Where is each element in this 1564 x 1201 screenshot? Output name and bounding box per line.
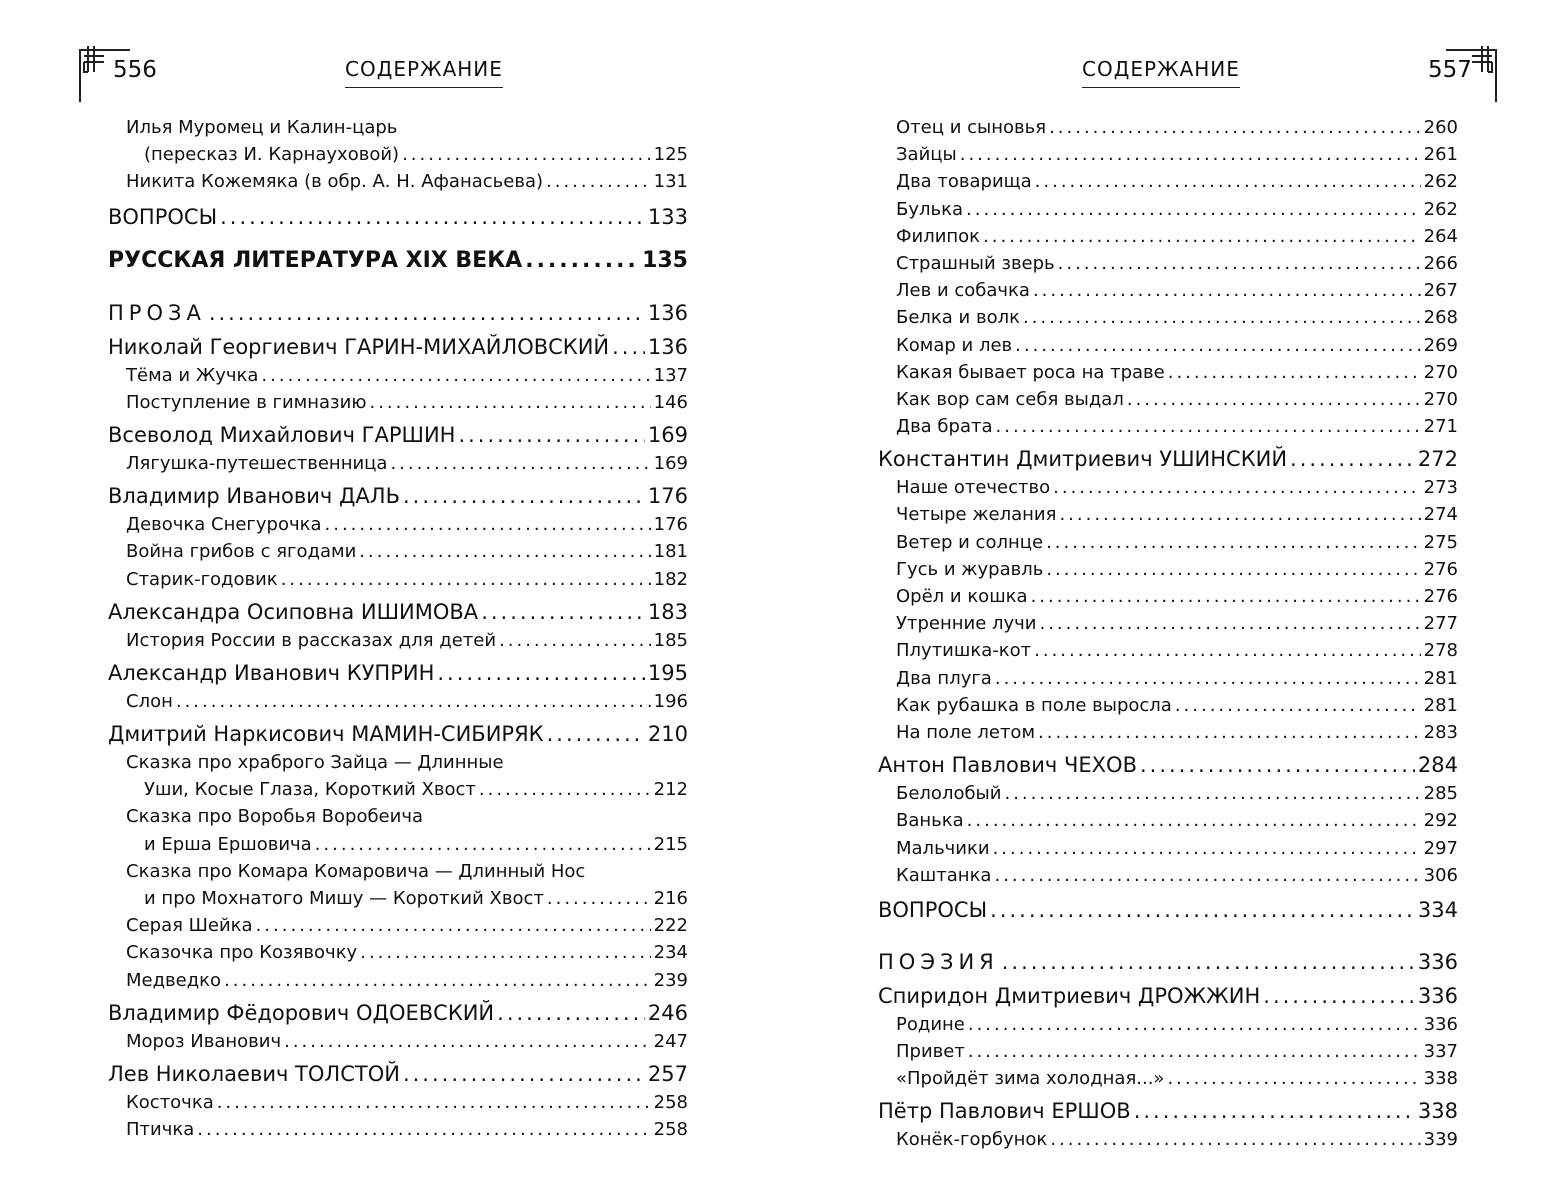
dot-leader	[995, 665, 1421, 692]
dot-leader	[481, 597, 645, 627]
toc-entry-work[interactable]	[878, 413, 1458, 440]
toc-entry-title: Никита Кожемяка (в обр. А. Н. Афанасьева)	[126, 171, 543, 193]
dot-leader	[284, 1028, 651, 1055]
toc-page-number: 181	[653, 541, 688, 563]
toc-entry-work[interactable]	[108, 511, 688, 538]
toc-entry-title: Два товарища	[896, 171, 1032, 193]
toc-entry-work[interactable]	[878, 583, 1458, 610]
toc-page-number: 258	[653, 1119, 688, 1141]
toc-entry-title: Комар и лев	[896, 334, 1013, 356]
dot-leader	[497, 998, 645, 1028]
toc-page-number: 222	[653, 915, 688, 937]
toc-entry-title: Спиридон Дмитриевич ДРОЖЖИН	[878, 983, 1261, 1008]
toc-page-number: 269	[1423, 334, 1458, 356]
toc-entry-title: Всеволод Михайлович ГАРШИН	[108, 422, 456, 447]
toc-page-number: 339	[1423, 1129, 1458, 1151]
toc-page-number: 216	[653, 888, 688, 909]
toc-entry-title: Дмитрий Наркисович МАМИН-СИБИРЯК	[108, 722, 544, 747]
toc-entry-title: Мороз Иванович	[126, 1030, 282, 1052]
toc-entry-continuation[interactable]	[108, 885, 688, 912]
dot-leader	[1046, 529, 1421, 556]
toc-entry-section-spaced[interactable]	[878, 947, 1458, 977]
toc-entry-title: ВОПРОСЫ	[108, 204, 218, 229]
toc-entry-continuation[interactable]	[108, 141, 688, 168]
toc-entry-title: Два плуга	[896, 667, 992, 689]
toc-page-number: 281	[1423, 667, 1458, 689]
toc-entry-author[interactable]	[878, 1096, 1458, 1126]
toc-entry-section[interactable]	[878, 895, 1458, 925]
toc-entry-title: Ветер и солнце	[896, 531, 1044, 553]
toc-page-number: 334	[1417, 897, 1458, 922]
dot-leader	[1004, 780, 1420, 807]
dot-leader	[176, 688, 651, 715]
toc-entry-title: Мальчики	[896, 837, 990, 859]
toc-entry-work[interactable]	[878, 1126, 1458, 1153]
toc-entry-title: Косточка	[126, 1091, 214, 1113]
toc-entry-title: Птичка	[126, 1119, 195, 1141]
toc-entry-title: Как вор сам себя выдал	[896, 388, 1124, 410]
toc-entry-title: Александр Иванович КУПРИН	[108, 660, 435, 685]
dot-leader	[1059, 501, 1420, 528]
toc-page-number: 274	[1423, 504, 1458, 526]
toc-entry-author[interactable]	[108, 719, 688, 749]
toc-entry-author[interactable]	[108, 658, 688, 688]
page-number-right: 557	[1428, 57, 1472, 83]
toc-entry-title-line1[interactable]: Илья Муромец и Калин-царь	[126, 117, 398, 138]
toc-page-number: 297	[1423, 837, 1458, 859]
toc-entry-continuation[interactable]	[108, 776, 688, 803]
toc-entry-title: Утренние лучи	[896, 613, 1037, 635]
dot-leader	[261, 362, 650, 389]
dot-leader	[499, 627, 651, 654]
toc-entry-work[interactable]	[878, 474, 1458, 501]
dot-leader	[968, 1038, 1421, 1065]
toc-entry-title-line1[interactable]: Сказка про Комара Комаровича — Длинный Нос	[126, 860, 586, 882]
toc-entry-work[interactable]	[878, 1065, 1458, 1092]
toc-page-number: 258	[653, 1091, 688, 1113]
toc-entry-title: Война грибов с ягодами	[126, 541, 357, 563]
toc-entry-title: Четыре желания	[896, 504, 1057, 526]
toc-entry-work[interactable]	[878, 719, 1458, 746]
toc-entry-title: Зайцы	[896, 144, 957, 166]
toc-page-number: 210	[647, 722, 688, 747]
toc-entry-work[interactable]	[108, 168, 688, 195]
toc-page-number: 182	[653, 568, 688, 590]
toc-entry-title: «Пройдёт зима холодная...»	[896, 1068, 1165, 1090]
dot-leader	[369, 389, 650, 416]
dot-leader	[1033, 277, 1421, 304]
dot-leader	[360, 939, 650, 966]
toc-entry-title: Сказочка про Козявочку	[126, 942, 358, 964]
dot-leader	[1050, 1126, 1420, 1153]
toc-entry-title: Белка и волк	[896, 307, 1020, 329]
toc-entry-title: Слон	[126, 690, 173, 712]
dot-leader	[479, 776, 651, 803]
toc-entry-work[interactable]	[108, 538, 688, 565]
toc-entry-title: ПРОЗА	[108, 300, 206, 325]
toc-entry-work[interactable]	[878, 332, 1458, 359]
toc-page-number: 285	[1423, 783, 1458, 805]
toc-page-number: 336	[1417, 983, 1458, 1008]
toc-entry-work[interactable]	[878, 807, 1458, 834]
toc-entry-work[interactable]	[878, 223, 1458, 250]
toc-page-number: 262	[1423, 198, 1458, 220]
toc-entry-title: Как рубашка в поле выросла	[896, 694, 1172, 716]
toc-page-number: 268	[1423, 307, 1458, 329]
dot-leader	[547, 719, 645, 749]
toc-entry-work[interactable]	[108, 1116, 688, 1143]
toc-page-number: 196	[653, 690, 688, 712]
toc-entry-title: Каштанка	[896, 864, 992, 886]
toc-page-number: 133	[647, 204, 688, 229]
toc-entry-title: РУССКАЯ ЛИТЕРАТУРА XIX ВЕКА	[108, 247, 523, 273]
dot-leader	[1031, 583, 1421, 610]
toc-entry-title: Константин Дмитриевич УШИНСКИЙ	[878, 447, 1288, 472]
toc-entry-author[interactable]	[878, 981, 1458, 1011]
dot-leader	[960, 141, 1421, 168]
toc-page-number: 212	[653, 779, 688, 801]
toc-entry-work[interactable]	[878, 665, 1458, 692]
toc-entry-author[interactable]	[108, 597, 688, 627]
toc-page-number: 277	[1423, 613, 1458, 635]
toc-entry-part-heading[interactable]	[108, 246, 688, 276]
toc-entry-work[interactable]	[878, 501, 1458, 528]
toc-page-number: 176	[647, 484, 688, 509]
dot-leader	[217, 1089, 651, 1116]
dot-leader	[1046, 556, 1420, 583]
toc-page-number: 306	[1423, 864, 1458, 886]
dot-leader	[966, 196, 1421, 223]
toc-entry-work[interactable]	[878, 196, 1458, 223]
toc-left-page	[108, 114, 688, 1143]
toc-page-number: 260	[1423, 117, 1458, 138]
toc-page-number: 267	[1423, 280, 1458, 302]
dot-leader	[525, 246, 639, 276]
toc-page-number: 336	[1417, 949, 1458, 974]
toc-entry-section[interactable]	[108, 202, 688, 232]
toc-entry-title: Ванька	[896, 810, 964, 832]
dot-leader	[990, 895, 1415, 925]
toc-entry-title: История России в рассказах для детей	[126, 629, 497, 651]
toc-entry-title: Конёк-горбунок	[896, 1129, 1048, 1151]
dot-leader	[224, 967, 651, 994]
toc-page-number: 337	[1423, 1041, 1458, 1063]
dot-leader	[1039, 610, 1420, 637]
toc-entry-work[interactable]	[108, 1089, 688, 1116]
dot-leader	[220, 202, 645, 232]
toc-page-number: 146	[653, 391, 688, 413]
toc-page-number: 336	[1423, 1013, 1458, 1035]
toc-entry-title: Серая Шейка	[126, 915, 253, 937]
toc-page-number: 239	[653, 969, 688, 991]
toc-page-number: 135	[642, 247, 688, 273]
toc-entry-work[interactable]	[108, 688, 688, 715]
dot-leader	[1140, 750, 1415, 780]
toc-page-number: 131	[653, 171, 688, 193]
toc-entry-work[interactable]	[108, 939, 688, 966]
toc-entry-title: Страшный зверь	[896, 252, 1055, 274]
toc-entry-work[interactable]	[878, 1038, 1458, 1065]
toc-page-number: 183	[647, 599, 688, 624]
toc-entry-work[interactable]	[108, 1028, 688, 1055]
toc-entry-title: Филипок	[896, 225, 981, 247]
toc-page-number: 247	[653, 1030, 688, 1052]
toc-entry-title: Николай Георгиевич ГАРИН-МИХАЙЛОВСКИЙ	[108, 334, 610, 359]
dot-leader	[1263, 981, 1415, 1011]
toc-page-number: 125	[653, 144, 688, 166]
dot-leader	[359, 538, 650, 565]
toc-page-number: 338	[1417, 1099, 1458, 1124]
toc-entry-author[interactable]	[108, 1059, 688, 1089]
toc-right-page	[878, 114, 1458, 1154]
running-title-right: СОДЕРЖАНИЕ	[1082, 56, 1240, 88]
dot-leader	[1034, 637, 1421, 664]
toc-entry-author[interactable]	[108, 481, 688, 511]
dot-leader	[547, 885, 651, 912]
dot-leader	[1134, 1096, 1415, 1126]
dot-leader	[1058, 250, 1421, 277]
toc-entry-author[interactable]	[108, 420, 688, 450]
toc-entry-work[interactable]	[108, 389, 688, 416]
toc-page-number: 262	[1423, 171, 1458, 193]
toc-entry-work[interactable]	[878, 780, 1458, 807]
toc-entry-title: Лягушка-путешественница	[126, 452, 388, 474]
dot-leader	[256, 912, 651, 939]
toc-entry-work[interactable]	[878, 529, 1458, 556]
toc-page-number: 257	[647, 1061, 688, 1086]
toc-entry-title: На поле летом	[896, 721, 1036, 743]
toc-entry-work[interactable]	[878, 277, 1458, 304]
toc-entry-title: Пётр Павлович ЕРШОВ	[878, 1099, 1131, 1124]
toc-page-number: 284	[1417, 753, 1458, 778]
toc-entry-continuation[interactable]	[108, 831, 688, 858]
toc-entry-title: ВОПРОСЫ	[878, 897, 988, 922]
page-number-left: 556	[113, 57, 157, 83]
dot-leader	[968, 1011, 1421, 1038]
toc-entry-title: Орёл и кошка	[896, 586, 1028, 607]
toc-page-number: 234	[653, 942, 688, 964]
dot-leader	[281, 566, 651, 593]
toc-entry-work[interactable]	[108, 627, 688, 654]
toc-entry-title: Медведко	[126, 969, 222, 991]
dot-leader	[1038, 719, 1421, 746]
toc-page-number: 264	[1423, 225, 1458, 247]
toc-entry-work[interactable]	[108, 967, 688, 994]
toc-entry-work[interactable]	[878, 250, 1458, 277]
dot-leader	[1290, 444, 1415, 474]
toc-entry-title: Родине	[896, 1013, 965, 1035]
toc-page-number: 215	[653, 833, 688, 855]
toc-page-number: 275	[1423, 531, 1458, 553]
dot-leader	[197, 1116, 650, 1143]
dot-leader	[1023, 304, 1421, 331]
dot-leader	[1168, 359, 1421, 386]
toc-page-number: 338	[1423, 1068, 1458, 1090]
toc-entry-title: (пересказ И. Карнауховой)	[144, 144, 400, 166]
toc-entry-work[interactable]	[878, 168, 1458, 195]
dot-leader	[993, 835, 1421, 862]
toc-page-number: 270	[1423, 388, 1458, 410]
toc-page-number: 266	[1423, 252, 1458, 274]
toc-entry-title: ПОЭЗИЯ	[878, 949, 999, 974]
dot-leader	[390, 450, 650, 477]
toc-entry-title: Плутишка-кот	[896, 640, 1032, 662]
toc-entry-title: Привет	[896, 1041, 965, 1063]
toc-entry-author[interactable]	[878, 444, 1458, 474]
dot-leader	[325, 511, 651, 538]
toc-entry-title: Старик-годовик	[126, 568, 278, 590]
toc-entry-title: Александра Осиповна ИШИМОВА	[108, 599, 479, 624]
toc-entry-work[interactable]	[108, 912, 688, 939]
toc-entry-work[interactable]	[878, 304, 1458, 331]
toc-entry-title-line1[interactable]: Сказка про Воробья Воробеича	[126, 806, 423, 828]
toc-entry-title: Лев Николаевич ТОЛСТОЙ	[108, 1061, 400, 1086]
toc-entry-work[interactable]	[878, 1011, 1458, 1038]
toc-page-number: 261	[1423, 144, 1458, 166]
dot-leader	[996, 413, 1421, 440]
dot-leader	[458, 420, 644, 450]
toc-entry-work[interactable]	[878, 556, 1458, 583]
toc-page-number: 276	[1423, 586, 1458, 607]
toc-page-number: 169	[647, 422, 688, 447]
toc-entry-work[interactable]	[878, 692, 1458, 719]
toc-page-number: 271	[1423, 416, 1458, 438]
toc-page-number: 270	[1423, 361, 1458, 383]
toc-entry-work[interactable]	[108, 362, 688, 389]
toc-entry-work[interactable]	[878, 835, 1458, 862]
toc-entry-section-spaced[interactable]	[108, 298, 688, 328]
toc-page-number: 176	[653, 514, 688, 536]
running-title-left: СОДЕРЖАНИЕ	[345, 56, 503, 88]
toc-entry-work[interactable]	[878, 114, 1458, 141]
dot-leader	[1053, 474, 1421, 501]
toc-entry-title: Белолобый	[896, 783, 1002, 805]
toc-entry-title: Отец и сыновья	[896, 117, 1047, 138]
dot-leader	[983, 223, 1421, 250]
dot-leader	[546, 168, 651, 195]
toc-entry-title: Какая бывает роса на траве	[896, 361, 1165, 383]
toc-page-number: 136	[647, 300, 688, 325]
toc-entry-title: Два брата	[896, 416, 993, 438]
dot-leader	[1002, 947, 1415, 977]
toc-page-number: 169	[653, 452, 688, 474]
dot-leader	[1175, 692, 1421, 719]
toc-entry-title: Булька	[896, 198, 964, 220]
toc-entry-title: Гусь и журавль	[896, 558, 1044, 580]
dot-leader	[1049, 114, 1421, 141]
toc-entry-title: Девочка Снегурочка	[126, 514, 322, 536]
dot-leader	[967, 807, 1421, 834]
dot-leader	[403, 1059, 645, 1089]
toc-entry-title: Уши, Косые Глаза, Короткий Хвост	[144, 779, 476, 801]
toc-entry-work[interactable]	[878, 610, 1458, 637]
dot-leader	[994, 862, 1420, 889]
toc-page-number: 273	[1423, 477, 1458, 499]
toc-entry-work[interactable]	[878, 637, 1458, 664]
dot-leader	[1015, 332, 1420, 359]
dot-leader	[315, 831, 651, 858]
toc-entry-work[interactable]	[108, 450, 688, 477]
toc-entry-work[interactable]	[108, 566, 688, 593]
toc-entry-title: Владимир Фёдорович ОДОЕВСКИЙ	[108, 1000, 495, 1025]
toc-page-number: 281	[1423, 694, 1458, 716]
toc-page-number: 185	[653, 629, 688, 651]
dot-leader	[437, 658, 645, 688]
toc-entry-title: Наше отечество	[896, 477, 1051, 499]
toc-page-number: 272	[1417, 447, 1458, 472]
toc-entry-author[interactable]	[878, 750, 1458, 780]
toc-entry-work[interactable]	[878, 862, 1458, 889]
dot-leader	[1167, 1065, 1420, 1092]
toc-entry-title: Владимир Иванович ДАЛЬ	[108, 484, 400, 509]
toc-entry-author[interactable]	[108, 332, 688, 362]
dot-leader	[402, 141, 651, 168]
dot-leader	[612, 332, 645, 362]
toc-page-number: 292	[1423, 810, 1458, 832]
toc-entry-author[interactable]	[108, 998, 688, 1028]
toc-entry-work[interactable]	[878, 141, 1458, 168]
toc-page-number: 278	[1423, 640, 1458, 662]
toc-page-number: 283	[1423, 721, 1458, 743]
dot-leader	[1127, 386, 1421, 413]
toc-entry-work[interactable]	[878, 386, 1458, 413]
toc-page-number: 276	[1423, 558, 1458, 580]
toc-entry-title: Поступление в гимназию	[126, 391, 367, 413]
toc-entry-title: Тёма и Жучка	[126, 364, 259, 386]
toc-page-number: 195	[647, 660, 688, 685]
dot-leader	[1035, 168, 1421, 195]
dot-leader	[403, 481, 645, 511]
toc-entry-title-line1[interactable]: Сказка про храброго Зайца — Длинные	[126, 752, 504, 774]
toc-entry-title: и Ерша Ершовича	[144, 833, 312, 855]
dot-leader	[209, 298, 645, 328]
toc-entry-work[interactable]	[878, 359, 1458, 386]
toc-entry-title: Антон Павлович ЧЕХОВ	[878, 753, 1137, 778]
toc-page-number: 246	[647, 1000, 688, 1025]
toc-page-number: 137	[653, 364, 688, 386]
toc-entry-title: и про Мохнатого Мишу — Короткий Хвост	[144, 888, 544, 909]
toc-page-number: 136	[647, 334, 688, 359]
toc-entry-title: Лев и собачка	[896, 280, 1030, 302]
